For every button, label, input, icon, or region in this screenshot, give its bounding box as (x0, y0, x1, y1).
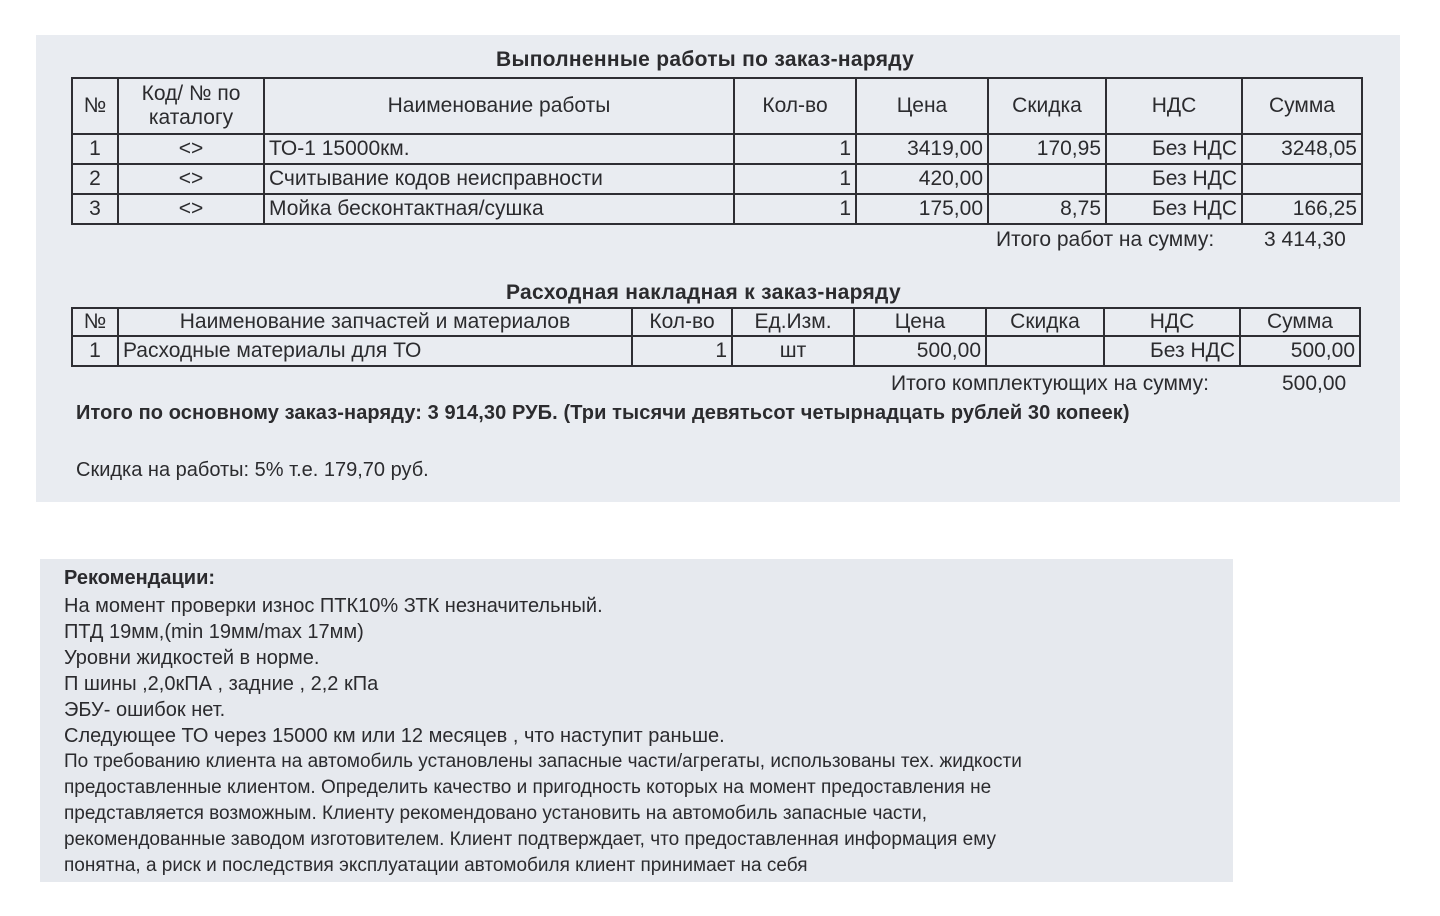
cell-sum (1242, 164, 1362, 194)
works-title: Выполненные работы по заказ-наряду (496, 48, 915, 71)
header-cell: Код/ № по каталогу (118, 78, 264, 134)
header-cell: Скидка (988, 78, 1106, 134)
cell-sum: 3248,05 (1242, 134, 1362, 164)
cell-qty: 1 (734, 194, 856, 224)
cell-name: ТО-1 15000км. (264, 134, 734, 164)
cell-qty: 1 (734, 134, 856, 164)
cell-vat: Без НДС (1106, 134, 1242, 164)
cell-discount: 170,95 (988, 134, 1106, 164)
header-cell: Цена (856, 78, 988, 134)
parts-header-row (72, 308, 1360, 336)
works-total-label: Итого работ на сумму: (996, 228, 1215, 251)
cell-name: Расходные материалы для ТО (118, 336, 632, 366)
recommendation-line: предоставленные клиентом. Определить качество и пригодность которых на момент предоставления не (64, 777, 992, 798)
header-cell: Цена (854, 308, 986, 336)
recommendation-line: ПТД 19мм,(min 19мм/max 17мм) (64, 621, 364, 643)
recommendation-line: По требованию клиента на автомобиль установлены запасные части/агрегаты, использованы тех. жидкости (64, 751, 1022, 772)
recommendation-line: На момент проверки износ ПТК10% ЗТК незначительный. (64, 595, 603, 617)
cell-price: 3419,00 (856, 134, 988, 164)
header-cell: Кол-во (734, 78, 856, 134)
grand-total: Итого по основному заказ-наряду: 3 914,30 РУБ. (Три тысячи девятьсот четырнадцать рублей 30 копеек) (76, 402, 1130, 424)
cell-code: <> (118, 164, 264, 194)
order-sheet (36, 35, 1400, 502)
header-cell: Ед.Изм. (732, 308, 854, 336)
recommendation-line: Уровни жидкостей в норме. (64, 647, 320, 669)
cell-vat: Без НДС (1106, 164, 1242, 194)
cell-sum: 500,00 (1240, 336, 1360, 366)
cell-number: 1 (72, 134, 118, 164)
header-cell: Скидка (986, 308, 1104, 336)
recommendation-line: рекомендованные заводом изготовителем. Клиент подтверждает, что предоставленная информация ему (64, 829, 996, 850)
parts-total-label: Итого комплектующих на сумму: (891, 372, 1209, 395)
header-cell: Наименование работы (264, 78, 734, 134)
table-row (72, 336, 1360, 366)
cell-discount (988, 164, 1106, 194)
discount-note: Скидка на работы: 5% т.е. 179,70 руб. (76, 459, 429, 481)
header-cell: № (72, 308, 118, 336)
cell-name: Считывание кодов неисправности (264, 164, 734, 194)
header-cell: НДС (1104, 308, 1240, 336)
cell-qty: 1 (734, 164, 856, 194)
cell-number: 3 (72, 194, 118, 224)
works-header-row (72, 78, 1362, 134)
cell-sum: 166,25 (1242, 194, 1362, 224)
table-row (72, 164, 1362, 194)
parts-table (71, 307, 1361, 367)
cell-number: 2 (72, 164, 118, 194)
cell-code: <> (118, 134, 264, 164)
cell-vat: Без НДС (1104, 336, 1240, 366)
header-cell: Наименование запчастей и материалов (118, 308, 632, 336)
cell-code: <> (118, 194, 264, 224)
header-cell: № (72, 78, 118, 134)
recommendation-line: Следующее ТО через 15000 км или 12 месяцев , что наступит раньше. (64, 725, 725, 747)
header-cell: НДС (1106, 78, 1242, 134)
parts-title: Расходная накладная к заказ-наряду (506, 281, 901, 304)
recommendation-line: П шины ,2,0кПА , задние , 2,2 кПа (64, 673, 379, 695)
table-row (72, 134, 1362, 164)
works-table (71, 77, 1363, 225)
recommendation-line: ЭБУ- ошибок нет. (64, 699, 226, 721)
header-cell: Сумма (1240, 308, 1360, 336)
parts-total-value: 500,00 (1282, 372, 1347, 395)
header-cell: Сумма (1242, 78, 1362, 134)
works-total-value: 3 414,30 (1264, 228, 1346, 251)
cell-price: 420,00 (856, 164, 988, 194)
cell-name: Мойка бесконтактная/сушка (264, 194, 734, 224)
cell-vat: Без НДС (1106, 194, 1242, 224)
cell-price: 175,00 (856, 194, 988, 224)
cell-discount (986, 336, 1104, 366)
cell-price: 500,00 (854, 336, 986, 366)
cell-qty: 1 (632, 336, 732, 366)
recommendation-line: понятна, а риск и последствия эксплуатации автомобиля клиент принимает на себя (64, 855, 808, 876)
cell-number: 1 (72, 336, 118, 366)
recommendations-sheet (40, 559, 1233, 882)
recommendations-title: Рекомендации: (64, 567, 216, 589)
cell-unit: шт (732, 336, 854, 366)
recommendation-line: представляется возможным. Клиенту рекомендовано установить на автомобиль запасные части, (64, 803, 928, 824)
header-cell: Кол-во (632, 308, 732, 336)
table-row (72, 194, 1362, 224)
cell-discount: 8,75 (988, 194, 1106, 224)
